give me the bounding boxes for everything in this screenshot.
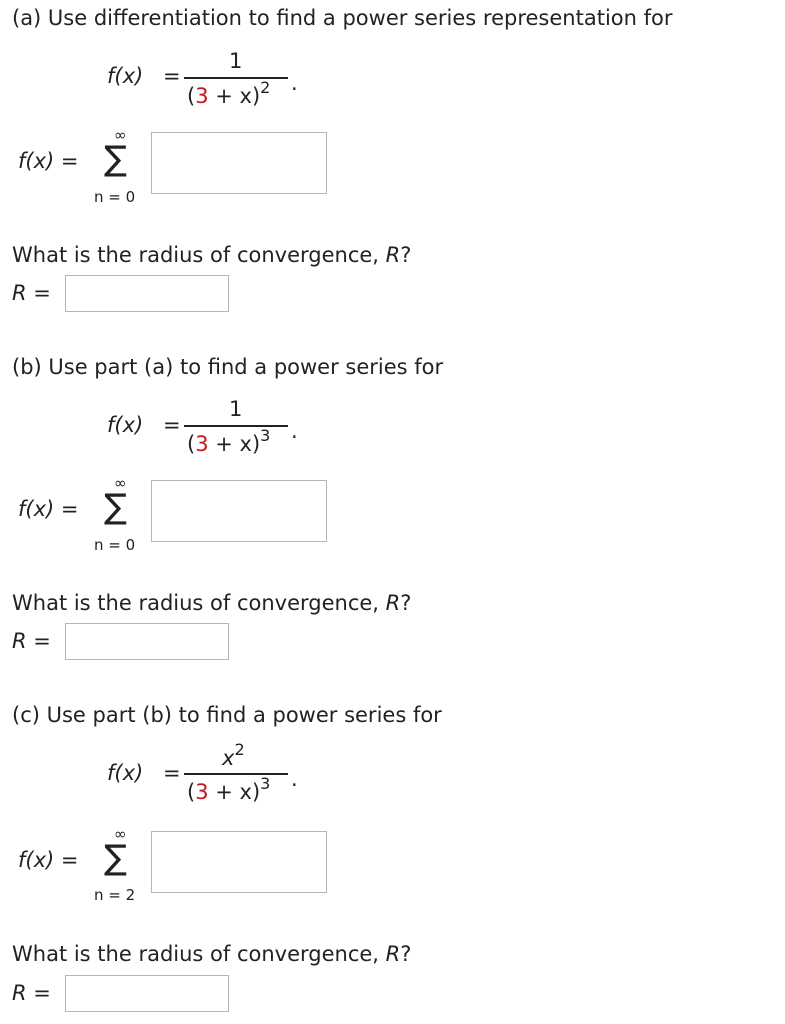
part-a-prompt: (a) Use differentiation to find a power series representation for [12,6,673,30]
part-c-radius-label: R = [12,981,51,1005]
part-b-sum-lower: n = 0 [94,536,136,554]
part-a-radius-question: What is the radius of convergence, R? [12,243,412,267]
part-a-sigma-icon: ∑ [104,139,127,179]
part-c-series-input[interactable] [151,831,327,893]
part-c-radius-question: What is the radius of convergence, R? [12,942,412,966]
part-c-function-lhs: f(x) [107,761,144,785]
part-b-prompt: (b) Use part (a) to find a power series for [12,355,444,379]
part-b-radius-question: What is the radius of convergence, R? [12,591,412,615]
part-a-sum-lower: n = 0 [94,188,136,206]
part-b-radius-label: R = [12,629,51,653]
part-a-radius-label: R = [12,281,51,305]
part-b-sum-upper: ∞ [114,474,127,492]
part-b-series-input[interactable] [151,480,327,542]
part-c-prompt: (c) Use part (b) to find a power series for [12,703,442,727]
part-a-numerator: 1 [229,49,243,73]
part-b-denominator: $(3 + x)^3$ [187,426,271,456]
part-c-sum-upper: ∞ [114,825,127,843]
part-a-series-lhs: f(x) = [18,149,79,173]
part-b-period: . [291,419,298,443]
part-c-series-lhs: f(x) = [18,848,79,872]
part-b-fraction-bar [184,425,288,427]
part-c-sigma-icon: ∑ [104,838,127,878]
part-c-radius-input[interactable] [65,975,229,1012]
part-c-period: . [291,767,298,791]
part-c-fraction-bar [184,773,288,775]
part-b-sigma-icon: ∑ [104,487,127,527]
part-a-radius-input[interactable] [65,275,229,312]
part-b-series-lhs: f(x) = [18,497,79,521]
part-c-sum-lower: n = 2 [94,886,136,904]
part-a-function-lhs: f(x) [107,64,144,88]
part-a-equals: = [163,64,181,88]
part-b-numerator: 1 [229,397,243,421]
part-b-radius-input[interactable] [65,623,229,660]
part-a-fraction-bar [184,77,288,79]
part-a-denominator: $(3 + x)^2$ [187,78,271,108]
part-a-sum-upper: ∞ [114,126,127,144]
part-b-function-lhs: f(x) [107,413,144,437]
part-b-equals: = [163,413,181,437]
part-c-equals: = [163,761,181,785]
part-a-period: . [291,71,298,95]
part-c-numerator: $x^2$ [222,740,245,770]
part-c-denominator: $(3 + x)^3$ [187,774,271,804]
part-a-series-input[interactable] [151,132,327,194]
